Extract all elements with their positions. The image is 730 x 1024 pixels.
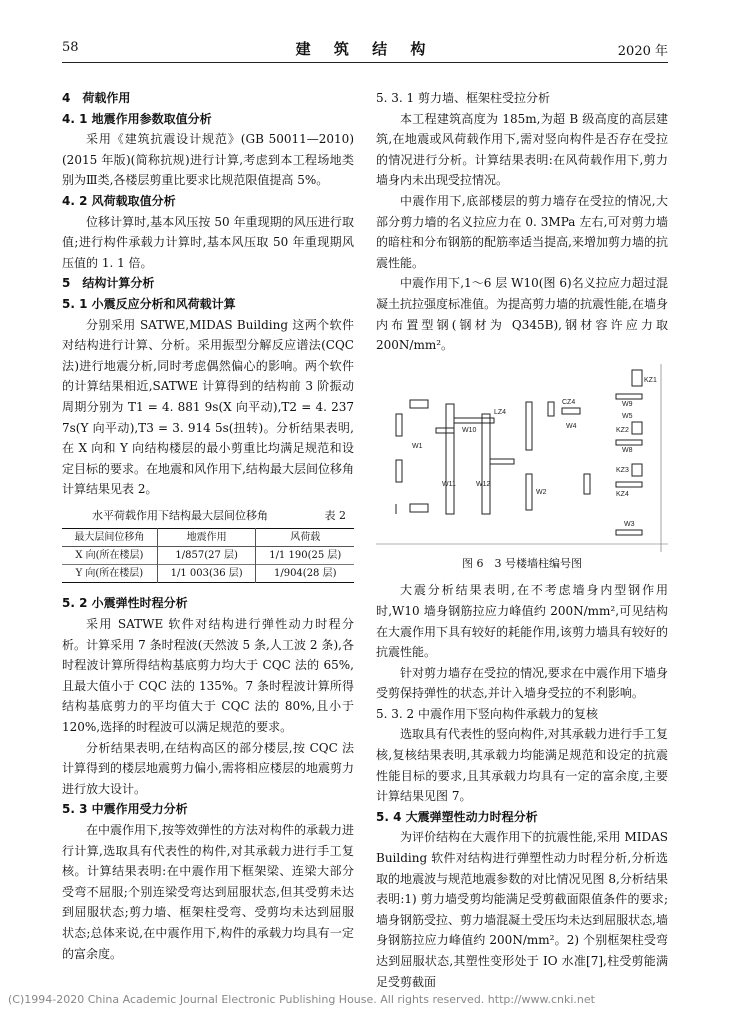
wall-outline <box>616 394 642 399</box>
section-4-1-paragraph: 采用《建筑抗震设计规范》(GB 50011—2010)(2015 年版)(简称抗规)进行计算,考虑到本工程场地类别为Ⅲ类,各楼层剪重比要求比规范限值提高 5%。 <box>62 132 354 188</box>
fig-label: KZ2 <box>616 426 629 434</box>
table-cell: Y 向(所在楼层) <box>75 568 144 580</box>
section-5-3-1-paragraph-2: 中震作用下,底部楼层的剪力墙存在受拉的情况,大部分剪力墙的名义拉应力在 0. 3MPa 左右,可对剪力墙的暗柱和分布钢筋的配筋率适当提高,来增加剪力墙的抗震性能。 <box>376 193 668 270</box>
section-5-3-1-heading: 5. 3. 1 剪力墙、框架柱受拉分析 <box>376 91 550 105</box>
section-5-3-1-paragraph-1: 本工程建筑高度为 185m,为超 B 级高度的高层建筑,在地震或风荷载作用下,需对竖向构件是否存在受拉的情况进行分析。计算结果表明:在风荷载作用下,剪力墙身内未出现受拉情况。 <box>376 111 668 188</box>
wall-outline <box>490 459 514 464</box>
floor-plan-drawing <box>376 364 668 552</box>
section-5-4-heading: 5. 4 大震弹塑性动力时程分析 <box>376 809 538 824</box>
fig-label: KZ1 <box>644 376 657 384</box>
table-2-title: 水平荷载作用下结构最大层间位移角 <box>92 508 268 522</box>
fig-label: W12 <box>476 480 491 488</box>
wall-outline <box>616 482 642 487</box>
fig-label: W11 <box>442 480 456 488</box>
wall-outline <box>410 400 428 408</box>
table-header-row <box>62 529 354 547</box>
fig-label: LZ4 <box>494 408 507 416</box>
wall-outline <box>616 440 642 445</box>
copyright-footer: (C)1994-2020 China Academic Journal Electronic Publishing House. All rights reserved. http://www.cnki.net <box>8 993 595 1006</box>
section-5-3-paragraph: 在中震作用下,按等效弹性的方法对构件的承载力进行计算,选取具有代表性的构件,对其承载力进行手工复核。计算结果表明:在中震作用下框架梁、连梁大部分受弯不屈服;个别连梁受弯达到屈服状态,但其受剪未达到屈服状态;剪力墙、框架柱受弯、受剪均未达到屈服状态;总体来说,在中震作用下,构件的承载力均具有一定的富余度。 <box>62 823 354 961</box>
fig-label: W4 <box>566 422 577 430</box>
publication-year: 2020 年 <box>617 44 668 59</box>
fig-label: CZ4 <box>562 398 576 406</box>
fig-label: W1 <box>412 442 423 450</box>
wall-outline <box>548 402 554 416</box>
table-row <box>62 565 354 583</box>
section-5-2-paragraph-2: 分析结果表明,在结构高区的部分楼层,按 CQC 法计算得到的楼层地震剪力偏小,需将相应楼层的地震剪力进行放大设计。 <box>62 740 354 796</box>
section-5-3-1-paragraph-4: 大震分析结果表明,在不考虑墙身内型钢作用时,W10 墙身钢筋拉应力峰值约 200N/mm²,可见结构在大震作用下具有较好的耗能作用,该剪力墙具有较好的抗震性能。 <box>376 583 668 660</box>
wall-outline <box>454 418 494 423</box>
wall-outline <box>436 428 454 433</box>
section-5-1-paragraph: 分别采用 SATWE,MIDAS Building 这两个软件对结构进行计算、分析。采用振型分解反应谱法(CQC 法)进行地震分析,同时考虑偶然偏心的影响。两个软件的计算结果相近,SATWE 计算得到的结构前 3 阶振动周期分别为 T1 = 4. 881 9s(X 向平动),T2 = 4. 237 7s(Y 向平动),T3 = 3. 914 5s(扭转)。分析结果表明,在 X 向和 Y 向结构楼层的最小剪重比均满足规范和设定目标的要求。在地震和风作用下,结构最大层间位移角计算结果见表 2。 <box>62 317 354 497</box>
table-header-cell: 地震作用 <box>157 529 256 547</box>
section-5-3-1-paragraph-5: 针对剪力墙存在受拉的情况,要求在中震作用下墙身受剪保持弹性的状态,并计入墙身受拉的不利影响。 <box>376 665 668 701</box>
section-4-2-paragraph: 位移计算时,基本风压按 50 年重现期的风压进行取值;进行构件承载力计算时,基本风压取 50 年重现期风压值的 1. 1 倍。 <box>62 214 354 270</box>
wall-outline <box>396 414 402 436</box>
fig-label: KZ3 <box>616 466 629 474</box>
table-header-cell: 风荷载 <box>256 529 354 547</box>
wall-outline <box>526 402 532 450</box>
section-4-1-heading: 4. 1 地震作用参数取值分析 <box>62 111 212 126</box>
section-4-heading: 4 荷载作用 <box>62 91 131 105</box>
wall-outline <box>584 474 590 494</box>
table-2-caption <box>92 506 346 527</box>
column-outline <box>632 422 642 434</box>
section-5-2-paragraph-1: 采用 SATWE 软件对结构进行弹性动力时程分析。计算采用 7 条时程波(天然波 5 条,人工波 2 条),各时程波计算所得结构基底剪力均大于 CQC 法的 65%,且最大值小于 CQC 法的 135%。7 条时程波计算所得结构基底剪力的平均值大于 CQC 法的 80%,且小于 120%,选择的时程波可以满足规范的要求。 <box>62 617 354 735</box>
journal-title: 建 筑 结 构 <box>295 40 435 58</box>
wall-outline <box>482 414 490 514</box>
column-outline <box>632 464 642 476</box>
wall-outline <box>446 404 454 514</box>
fig-label: W10 <box>462 426 477 434</box>
table-2-label: 表 2 <box>324 508 346 522</box>
section-5-3-heading: 5. 3 中震作用受力分析 <box>62 802 188 817</box>
section-5-3-2-paragraph: 选取具有代表性的竖向构件,对其承载力进行手工复核,复核结果表明,其承载力均能满足规范和设定的抗震性能目标的要求,且其承载力均具有一定的富余度,主要计算结果见图 7。 <box>376 727 668 804</box>
wall-outline <box>616 530 642 535</box>
table-header-cell: 最大层间位移角 <box>74 532 145 544</box>
section-5-3-2-heading: 5. 3. 2 中震作用下竖向构件承载力的复核 <box>376 706 598 721</box>
table-cell: X 向(所在楼层) <box>75 550 144 562</box>
fig-label: W3 <box>624 520 635 528</box>
left-column <box>62 88 354 964</box>
table-cell: 1/904(28 层) <box>256 565 354 583</box>
wall-outline <box>396 460 402 482</box>
table-cell: 1/1 190(25 层) <box>256 547 354 565</box>
table-row <box>62 547 354 565</box>
section-5-4-paragraph: 为评价结构在大震作用下的抗震性能,采用 MIDAS Building 软件对结构进行弹塑性动力时程分析,分析选取的地震波与规范地震参数的对比情况见图 8,分析结果表明:1) 剪力墙受剪均能满足受剪截面限值条件的要求;墙身钢筋受拉、剪力墙混凝土受压均未达到屈服状态,墙身钢筋拉应力峰值约 200N/mm²。2) 个别框架柱受弯达到屈服状态,其塑性变形处于 IO 水准[7],柱受剪能满足受剪截面 <box>376 830 668 989</box>
table-cell: 1/1 003(36 层) <box>157 565 256 583</box>
wall-outline <box>562 408 580 414</box>
page-number: 58 <box>62 40 79 55</box>
section-5-3-1-paragraph-3: 中震作用下,1～6 层 W10(图 6)名义拉应力超过混凝土抗拉强度标准值。为提高剪力墙的抗震性能,在墙身内布置型钢(钢材为 Q345B),钢材容许应力取 200N/mm²。 <box>376 276 668 353</box>
page-header <box>62 36 668 63</box>
section-5-heading: 5 结构计算分析 <box>62 276 155 291</box>
table-cell: 1/857(27 层) <box>157 547 256 565</box>
fig-label: W2 <box>536 488 547 496</box>
section-4-2-heading: 4. 2 风荷载取值分析 <box>62 193 176 208</box>
right-column <box>376 88 668 992</box>
wall-outline <box>526 474 532 510</box>
fig-label: KZ4 <box>616 490 629 498</box>
figure-6-caption: 图 6 3 号楼墙柱编号图 <box>462 556 582 570</box>
fig-label: W9 <box>622 400 633 408</box>
figure-6-plan <box>376 364 668 552</box>
column-outline <box>632 370 642 386</box>
section-5-2-heading: 5. 2 小震弹性时程分析 <box>62 596 188 611</box>
drift-ratio-table <box>62 528 354 583</box>
section-5-1-heading: 5. 1 小震反应分析和风荷载计算 <box>62 296 236 311</box>
fig-label: W8 <box>622 446 633 454</box>
wall-outline <box>410 504 428 512</box>
fig-label: W5 <box>622 412 633 420</box>
